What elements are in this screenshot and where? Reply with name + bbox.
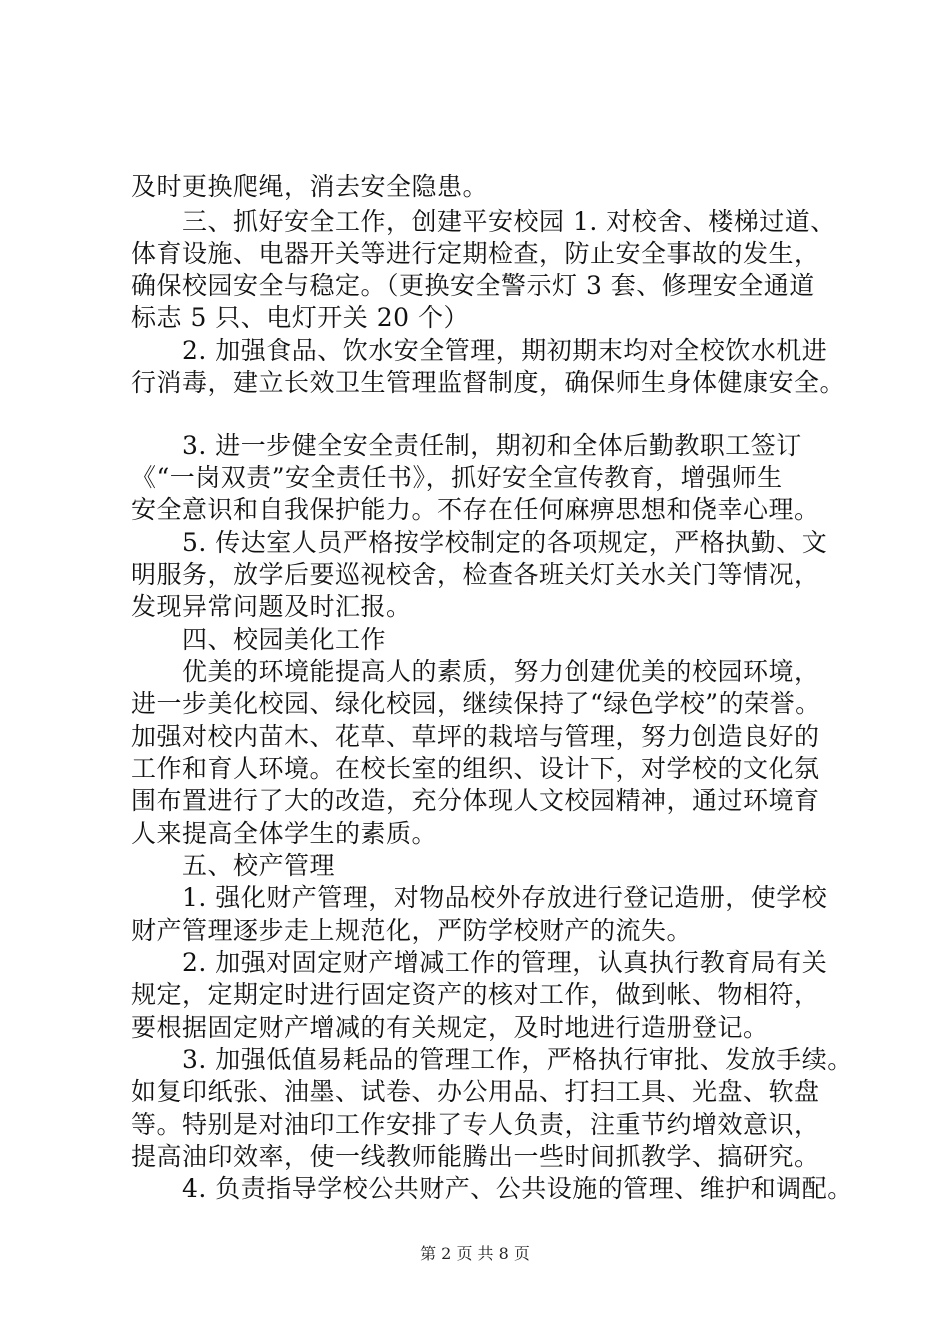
- text-line: 3. 加强低值易耗品的管理工作，严格执行审批、发放手续。: [131, 1045, 853, 1074]
- text-line: 5. 传达室人员严格按学校制定的各项规定，严格执勤、文: [131, 528, 828, 557]
- page-number-footer: 第 2 页 共 8 页: [420, 1244, 530, 1263]
- section-heading: 四、校园美化工作: [131, 625, 387, 654]
- text-line: 如复印纸张、油墨、试卷、办公用品、打扫工具、光盘、软盘: [131, 1077, 820, 1106]
- text-line: 工作和育人环境。在校长室的组织、设计下，对学校的文化氛: [131, 754, 820, 783]
- text-line: 规定，定期定时进行固定资产的核对工作，做到帐、物相符，: [131, 980, 820, 1009]
- text-line: 行消毒，建立长效卫生管理监督制度，确保师生身体健康安全。: [131, 368, 846, 397]
- text-line: 进一步美化校园、绿化校园，继续保持了“绿色学校”的荣誉。: [131, 689, 821, 718]
- text-line: 人来提高全体学生的素质。: [131, 819, 438, 848]
- text-line: 等。特别是对油印工作安排了专人负责，注重节约增效意识，: [131, 1110, 820, 1139]
- text-line: 财产管理逐步走上规范化，严防学校财产的流失。: [131, 916, 693, 945]
- text-line: 2. 加强对固定财产增减工作的管理，认真执行教育局有关: [131, 948, 828, 977]
- text-line: 加强对校内苗木、花草、草坪的栽培与管理，努力创造良好的: [131, 722, 820, 751]
- text-line: 标志 5 只、电灯开关 20 个）: [131, 303, 470, 332]
- text-line: 《“一岗双责”安全责任书》，抓好安全宣传教育，增强师生: [131, 463, 783, 492]
- section-heading: 五、校产管理: [131, 851, 336, 880]
- text-line: 三、抓好安全工作，创建平安校园 1. 对校舍、楼梯过道、: [131, 207, 836, 236]
- text-line: 优美的环境能提高人的素质，努力创建优美的校园环境，: [131, 657, 820, 686]
- text-line: 2. 加强食品、饮水安全管理，期初期末均对全校饮水机进: [131, 336, 828, 365]
- text-line: 围布置进行了大的改造，充分体现人文校园精神，通过环境育: [131, 786, 820, 815]
- text-line: 安全意识和自我保护能力。不存在任何麻痹思想和侥幸心理。: [131, 495, 820, 524]
- text-line: 体育设施、电器开关等进行定期检查，防止安全事故的发生，: [131, 239, 820, 268]
- text-line: 确保校园安全与稳定。（更换安全警示灯 3 套、修理安全通道: [131, 271, 815, 300]
- text-line: 提高油印效率，使一线教师能腾出一些时间抓教学、搞研究。: [131, 1142, 820, 1171]
- text-line: 要根据固定财产增减的有关规定，及时地进行造册登记。: [131, 1013, 769, 1042]
- text-line: 3. 进一步健全安全责任制，期初和全体后勤教职工签订: [131, 431, 802, 460]
- text-line: 4. 负责指导学校公共财产、公共设施的管理、维护和调配。: [131, 1174, 853, 1203]
- text-line: 明服务，放学后要巡视校舍，检查各班关灯关水关门等情况，: [131, 560, 820, 589]
- text-line: 发现异常问题及时汇报。: [131, 592, 412, 621]
- text-line: 1. 强化财产管理，对物品校外存放进行登记造册，使学校: [131, 883, 828, 912]
- text-line: 及时更换爬绳，消去安全隐患。: [131, 172, 489, 201]
